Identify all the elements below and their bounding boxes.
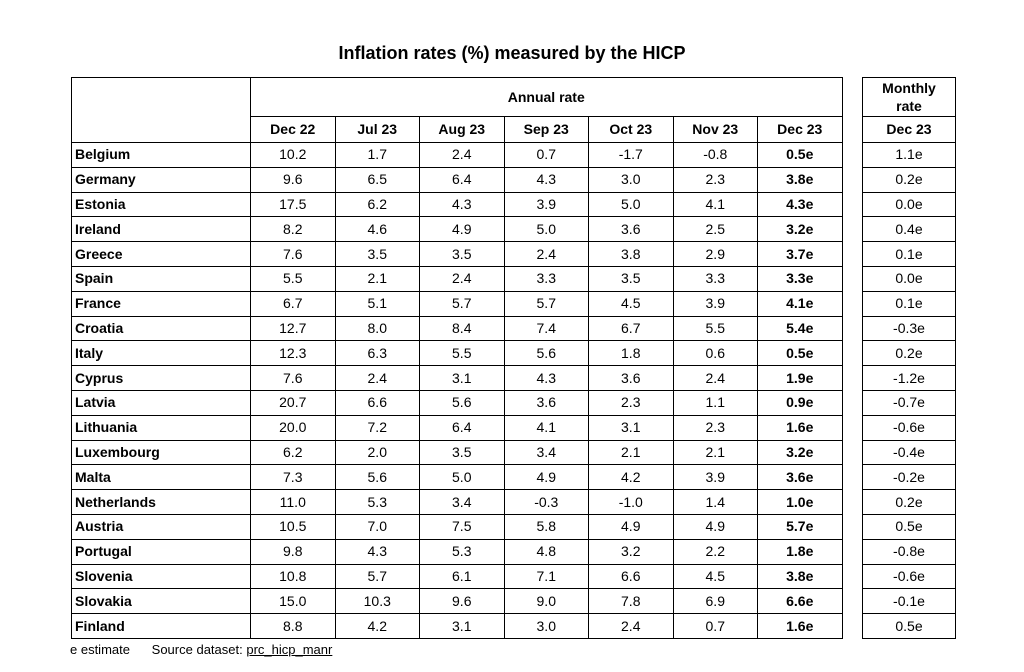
monthly-rate-cell: -0.7e: [863, 390, 956, 415]
rate-cell: 2.4: [335, 366, 420, 391]
country-name: Malta: [72, 465, 251, 490]
country-name: Croatia: [72, 316, 251, 341]
table-row: [72, 514, 843, 539]
rate-cell: 6.6e: [758, 589, 843, 614]
source-label: Source dataset:: [151, 642, 243, 657]
rate-cell: 3.9: [504, 192, 589, 217]
monthly-rate-cell: 0.2e: [863, 167, 956, 192]
rate-cell: 1.4: [673, 490, 758, 515]
rate-cell: 4.8: [504, 539, 589, 564]
rate-cell: -1.7: [589, 143, 674, 168]
table-row: [863, 589, 956, 614]
rate-cell: 1.1: [673, 390, 758, 415]
country-name: Italy: [72, 341, 251, 366]
rate-cell: 1.8e: [758, 539, 843, 564]
rate-cell: 5.6: [420, 390, 505, 415]
country-name: Slovenia: [72, 564, 251, 589]
rate-cell: 6.2: [251, 440, 336, 465]
rate-cell: 8.8: [251, 614, 336, 639]
rate-cell: 6.2: [335, 192, 420, 217]
rate-cell: 9.8: [251, 539, 336, 564]
rate-cell: 1.0e: [758, 490, 843, 515]
rate-cell: -0.3: [504, 490, 589, 515]
rate-cell: 3.0: [504, 614, 589, 639]
rate-cell: 5.7: [504, 291, 589, 316]
monthly-rate-cell: 0.4e: [863, 217, 956, 242]
country-name: Spain: [72, 266, 251, 291]
monthly-rate-cell: -0.8e: [863, 539, 956, 564]
table-row: [72, 415, 843, 440]
table-row: [72, 341, 843, 366]
table-row: [72, 242, 843, 267]
table-row: [72, 589, 843, 614]
monthly-rate-cell: 0.5e: [863, 614, 956, 639]
country-name: Austria: [72, 514, 251, 539]
table-row: [72, 390, 843, 415]
table-row: [72, 316, 843, 341]
rate-cell: 4.3: [420, 192, 505, 217]
table-row: [863, 390, 956, 415]
rate-cell: 4.9: [589, 514, 674, 539]
rate-cell: 2.9: [673, 242, 758, 267]
rate-cell: 3.9: [673, 465, 758, 490]
monthly-rate-cell: 0.1e: [863, 242, 956, 267]
table-row: [863, 490, 956, 515]
table-row: [72, 614, 843, 639]
rate-cell: 11.0: [251, 490, 336, 515]
rate-cell: 4.6: [335, 217, 420, 242]
rate-cell: 3.3: [673, 266, 758, 291]
rate-cell: 4.3: [504, 167, 589, 192]
monthly-rate-cell: -0.6e: [863, 415, 956, 440]
table-row: [72, 564, 843, 589]
rate-cell: 5.5: [420, 341, 505, 366]
rate-cell: 7.6: [251, 242, 336, 267]
monthly-rate-cell: -0.2e: [863, 465, 956, 490]
month-header: Dec 22: [251, 117, 336, 143]
rate-cell: 7.5: [420, 514, 505, 539]
table-row: [863, 539, 956, 564]
monthly-rate-cell: 0.2e: [863, 341, 956, 366]
table-row: [863, 167, 956, 192]
table-row: [863, 415, 956, 440]
rate-cell: 2.4: [420, 266, 505, 291]
table-row: [863, 143, 956, 168]
month-header: Nov 23: [673, 117, 758, 143]
table-row: [863, 242, 956, 267]
rate-cell: 1.9e: [758, 366, 843, 391]
month-header: Aug 23: [420, 117, 505, 143]
rate-cell: 5.8: [504, 514, 589, 539]
rate-cell: 5.0: [420, 465, 505, 490]
monthly-rate-cell: 0.5e: [863, 514, 956, 539]
rate-cell: 1.7: [335, 143, 420, 168]
table-row: [863, 440, 956, 465]
rate-cell: 2.4: [504, 242, 589, 267]
country-name: Lithuania: [72, 415, 251, 440]
monthly-rate-cell: -0.1e: [863, 589, 956, 614]
rate-cell: 1.8: [589, 341, 674, 366]
rate-cell: 3.1: [589, 415, 674, 440]
rate-cell: 2.3: [673, 167, 758, 192]
country-name: Finland: [72, 614, 251, 639]
rate-cell: 4.3e: [758, 192, 843, 217]
table-row: [863, 366, 956, 391]
rate-cell: 3.0: [589, 167, 674, 192]
table-row: [863, 217, 956, 242]
monthly-rate-cell: 0.0e: [863, 192, 956, 217]
rate-cell: 0.6: [673, 341, 758, 366]
rate-cell: 1.6e: [758, 614, 843, 639]
rate-cell: 6.4: [420, 167, 505, 192]
rate-cell: 4.2: [335, 614, 420, 639]
rate-cell: 3.8e: [758, 564, 843, 589]
table-row: [863, 266, 956, 291]
country-name: Estonia: [72, 192, 251, 217]
table-row: [72, 143, 843, 168]
table-row: [72, 217, 843, 242]
rate-cell: 17.5: [251, 192, 336, 217]
monthly-rate-cell: 1.1e: [863, 143, 956, 168]
rate-cell: 6.4: [420, 415, 505, 440]
table-row: [72, 266, 843, 291]
rate-cell: 6.1: [420, 564, 505, 589]
footer: [70, 642, 332, 657]
month-header: Oct 23: [589, 117, 674, 143]
monthly-rate-cell: -0.6e: [863, 564, 956, 589]
country-name: Netherlands: [72, 490, 251, 515]
month-header: Jul 23: [335, 117, 420, 143]
table-row: [72, 291, 843, 316]
rate-cell: 3.1: [420, 614, 505, 639]
rate-cell: 2.2: [673, 539, 758, 564]
country-name: Luxembourg: [72, 440, 251, 465]
rate-cell: 3.1: [420, 366, 505, 391]
rate-cell: 12.7: [251, 316, 336, 341]
monthly-rate-table: [862, 77, 956, 639]
country-name: Portugal: [72, 539, 251, 564]
rate-cell: 2.4: [673, 366, 758, 391]
table-row: [863, 514, 956, 539]
rate-cell: 6.6: [589, 564, 674, 589]
rate-cell: 5.1: [335, 291, 420, 316]
rate-cell: 0.5e: [758, 143, 843, 168]
rate-cell: 5.5: [673, 316, 758, 341]
rate-cell: 6.5: [335, 167, 420, 192]
rate-cell: 3.2e: [758, 217, 843, 242]
rate-cell: 0.5e: [758, 341, 843, 366]
rate-cell: 5.3: [335, 490, 420, 515]
table-row: [72, 490, 843, 515]
rate-cell: 4.3: [504, 366, 589, 391]
rate-cell: 6.7: [251, 291, 336, 316]
table-row: [72, 366, 843, 391]
rate-cell: 5.4e: [758, 316, 843, 341]
country-name: Slovakia: [72, 589, 251, 614]
corner-cell: [72, 78, 251, 117]
estimate-note: e estimate: [70, 642, 130, 657]
rate-cell: 2.4: [420, 143, 505, 168]
corner-cell-lower: [72, 117, 251, 143]
rate-cell: 4.5: [589, 291, 674, 316]
rate-cell: 5.0: [589, 192, 674, 217]
rate-cell: 2.5: [673, 217, 758, 242]
monthly-header-line2: rate: [896, 98, 922, 114]
rate-cell: 4.1: [673, 192, 758, 217]
rate-cell: 2.3: [673, 415, 758, 440]
rate-cell: 7.6: [251, 366, 336, 391]
rate-cell: 4.1: [504, 415, 589, 440]
rate-cell: 4.2: [589, 465, 674, 490]
rate-cell: 0.9e: [758, 390, 843, 415]
rate-cell: 6.6: [335, 390, 420, 415]
country-name: Germany: [72, 167, 251, 192]
table-row: [72, 465, 843, 490]
rate-cell: 10.5: [251, 514, 336, 539]
rate-cell: -0.8: [673, 143, 758, 168]
country-name: Latvia: [72, 390, 251, 415]
month-header: Dec 23: [758, 117, 843, 143]
rate-cell: 5.3: [420, 539, 505, 564]
monthly-header-line1: Monthly: [882, 80, 936, 96]
country-name: Greece: [72, 242, 251, 267]
country-name: Ireland: [72, 217, 251, 242]
rate-cell: 2.1: [673, 440, 758, 465]
table-row: [72, 192, 843, 217]
rate-cell: 20.7: [251, 390, 336, 415]
country-name: Cyprus: [72, 366, 251, 391]
rate-cell: 8.0: [335, 316, 420, 341]
rate-cell: -1.0: [589, 490, 674, 515]
monthly-rate-cell: -1.2e: [863, 366, 956, 391]
rate-cell: 6.7: [589, 316, 674, 341]
monthly-rate-cell: 0.2e: [863, 490, 956, 515]
rate-cell: 7.2: [335, 415, 420, 440]
rate-cell: 0.7: [504, 143, 589, 168]
rate-cell: 3.2: [589, 539, 674, 564]
rate-cell: 3.6: [504, 390, 589, 415]
rate-cell: 3.8: [589, 242, 674, 267]
table-row: [863, 341, 956, 366]
rate-cell: 7.8: [589, 589, 674, 614]
rate-cell: 3.2e: [758, 440, 843, 465]
table-row: [863, 192, 956, 217]
rate-cell: 5.6: [504, 341, 589, 366]
monthly-rate-cell: 0.0e: [863, 266, 956, 291]
monthly-rate-cell: 0.1e: [863, 291, 956, 316]
rate-cell: 3.9: [673, 291, 758, 316]
table-row: [72, 167, 843, 192]
country-name: Belgium: [72, 143, 251, 168]
rate-cell: 3.4: [504, 440, 589, 465]
rate-cell: 4.5: [673, 564, 758, 589]
rate-cell: 0.7: [673, 614, 758, 639]
source-dataset-link[interactable]: prc_hicp_manr: [246, 642, 333, 657]
rate-cell: 2.4: [589, 614, 674, 639]
rate-cell: 10.3: [335, 589, 420, 614]
page-title: Inflation rates (%) measured by the HICP: [338, 43, 686, 63]
rate-cell: 5.0: [504, 217, 589, 242]
rate-cell: 2.3: [589, 390, 674, 415]
rate-cell: 7.1: [504, 564, 589, 589]
rate-cell: 12.3: [251, 341, 336, 366]
rate-cell: 5.6: [335, 465, 420, 490]
rate-cell: 5.7: [335, 564, 420, 589]
rate-cell: 3.6e: [758, 465, 843, 490]
rate-cell: 10.8: [251, 564, 336, 589]
table-row: [72, 539, 843, 564]
rate-cell: 4.9: [420, 217, 505, 242]
rate-cell: 7.0: [335, 514, 420, 539]
rate-cell: 3.4: [420, 490, 505, 515]
rate-cell: 3.6: [589, 217, 674, 242]
rate-cell: 20.0: [251, 415, 336, 440]
rate-cell: 3.5: [420, 242, 505, 267]
rate-cell: 7.4: [504, 316, 589, 341]
rate-cell: 3.6: [589, 366, 674, 391]
annual-rate-header: Annual rate: [251, 78, 843, 117]
monthly-rate-cell: -0.4e: [863, 440, 956, 465]
rate-cell: 4.3: [335, 539, 420, 564]
monthly-month-header: Dec 23: [863, 117, 956, 143]
rate-cell: 3.5: [589, 266, 674, 291]
table-row: [863, 564, 956, 589]
rate-cell: 9.0: [504, 589, 589, 614]
annual-rate-table: [71, 77, 843, 639]
table-row: [863, 614, 956, 639]
monthly-rate-header: [863, 78, 956, 117]
rate-cell: 7.3: [251, 465, 336, 490]
rate-cell: 9.6: [420, 589, 505, 614]
rate-cell: 5.7: [420, 291, 505, 316]
rate-cell: 4.1e: [758, 291, 843, 316]
rate-cell: 3.5: [420, 440, 505, 465]
rate-cell: 4.9: [504, 465, 589, 490]
rate-cell: 9.6: [251, 167, 336, 192]
rate-cell: 8.4: [420, 316, 505, 341]
month-header: Sep 23: [504, 117, 589, 143]
rate-cell: 3.3: [504, 266, 589, 291]
monthly-rate-cell: -0.3e: [863, 316, 956, 341]
rate-cell: 5.5: [251, 266, 336, 291]
rate-cell: 6.3: [335, 341, 420, 366]
country-name: France: [72, 291, 251, 316]
rate-cell: 3.8e: [758, 167, 843, 192]
table-row: [863, 291, 956, 316]
rate-cell: 3.7e: [758, 242, 843, 267]
rate-cell: 3.3e: [758, 266, 843, 291]
rate-cell: 2.1: [589, 440, 674, 465]
rate-cell: 4.9: [673, 514, 758, 539]
rate-cell: 6.9: [673, 589, 758, 614]
table-row: [72, 440, 843, 465]
table-row: [863, 316, 956, 341]
rate-cell: 10.2: [251, 143, 336, 168]
rate-cell: 8.2: [251, 217, 336, 242]
rate-cell: 2.1: [335, 266, 420, 291]
rate-cell: 1.6e: [758, 415, 843, 440]
rate-cell: 3.5: [335, 242, 420, 267]
table-row: [863, 465, 956, 490]
rate-cell: 15.0: [251, 589, 336, 614]
rate-cell: 5.7e: [758, 514, 843, 539]
rate-cell: 2.0: [335, 440, 420, 465]
